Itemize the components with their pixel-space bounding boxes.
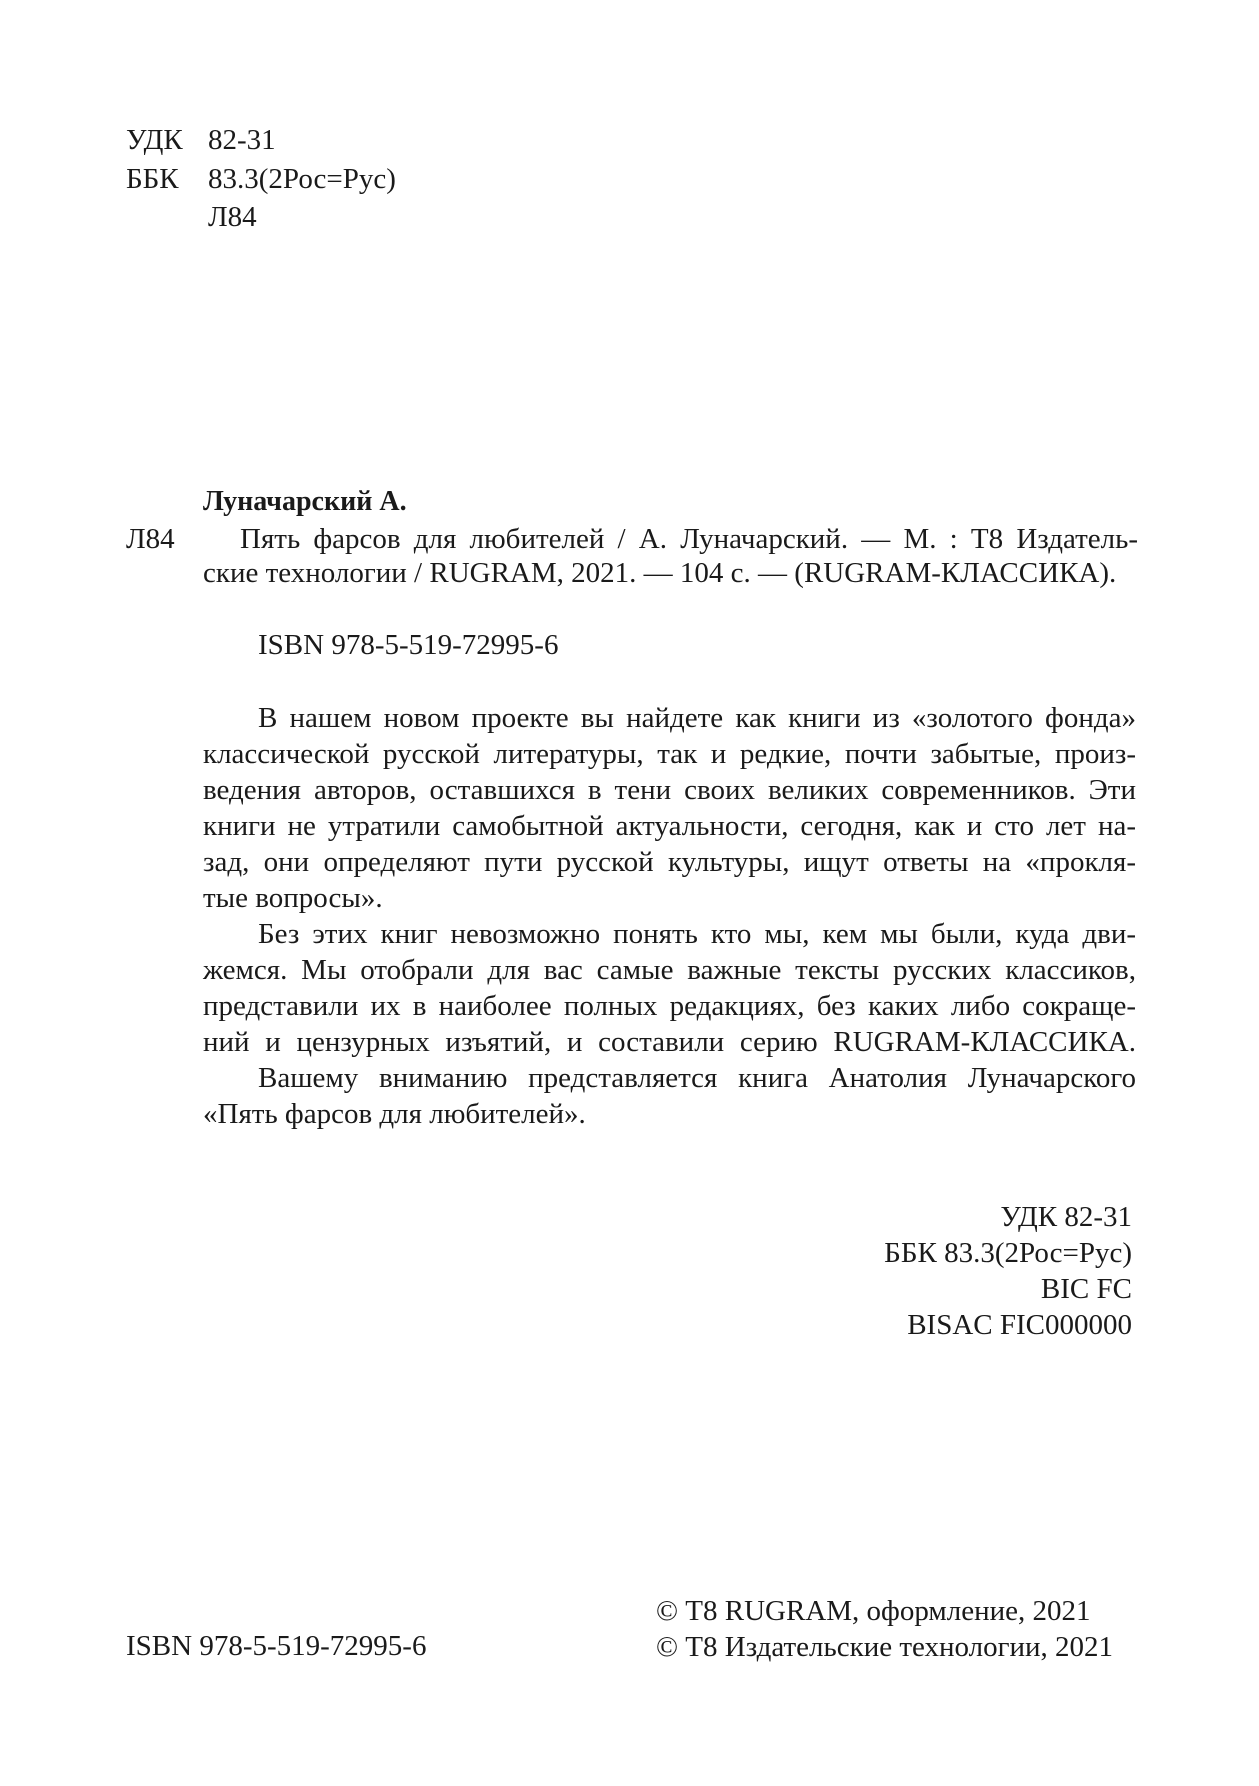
author-mark: Л84 (208, 201, 257, 233)
bisac-code: BISAC FIC000000 (907, 1309, 1132, 1341)
text-line: Вашему вниманию представляется книга Анатолия Луначарского (258, 1062, 1136, 1094)
annotation-paragraph-3 (203, 1060, 1136, 1096)
bibliographic-description (203, 522, 1138, 590)
text-line: книги не утратили самобытной актуальности, сегодня, как и сто лет на- (203, 810, 1136, 842)
text-line: В нашем новом проекте вы найдете как книги из «золотого фонда» (258, 702, 1136, 734)
bibliographic-line-2: ские технологии / RUGRAM, 2021. — 104 с. — (RUGRAM-КЛАССИКА). (203, 557, 1117, 589)
annotation-continued-1 (203, 736, 1136, 916)
copyright-design: © Т8 RUGRAM, оформление, 2021 (656, 1595, 1091, 1627)
text-line: Без этих книг невозможно понять кто мы, кем мы были, куда дви- (258, 918, 1136, 950)
text-line: ведения авторов, оставшихся в тени своих великих современников. Эти (203, 774, 1136, 806)
bibliographic-author-mark: Л84 (126, 523, 175, 555)
author-heading: Луначарский А. (203, 486, 407, 517)
bbk-code: ББК 83.3(2Рос=Рус) (884, 1237, 1132, 1269)
text-line: «Пять фарсов для любителей». (203, 1098, 586, 1130)
udk-label: УДК (126, 124, 183, 156)
copyright-publisher: © Т8 Издательские технологии, 2021 (656, 1631, 1114, 1663)
annotation (203, 700, 1136, 736)
annotation-paragraph-2 (203, 916, 1136, 952)
annotation-continued-2 (203, 952, 1136, 1060)
udk-value: 82-31 (208, 124, 276, 156)
classification-codes (884, 1199, 1132, 1343)
isbn-footer: ISBN 978-5-519-72995-6 (126, 1630, 427, 1662)
bbk-label: ББК (126, 163, 179, 195)
text-line: тые вопросы». (203, 882, 383, 914)
text-line: жемся. Мы отобрали для вас самые важные тексты русских классиков, (203, 954, 1136, 986)
paragraph-first-line (203, 1060, 1136, 1096)
copyright-block (656, 1593, 1113, 1665)
annotation-paragraph-1 (203, 700, 1136, 736)
text-line: ний и цензурных изъятий, и составили серию RUGRAM-КЛАССИКА. (203, 1026, 1136, 1058)
text-line: зад, они определяют пути русской культуры, ищут ответы на «прокля- (203, 846, 1136, 878)
udk-code: УДК 82-31 (1000, 1201, 1132, 1233)
bibliographic-line-1: Пять фарсов для любителей / А. Луначарский. — М. : Т8 Издатель- (240, 523, 1138, 555)
text-line: представили их в наиболее полных редакциях, без каких либо сокраще- (203, 990, 1136, 1022)
bbk-value: 83.3(2Рос=Рус) (208, 163, 396, 195)
isbn-inline: ISBN 978-5-519-72995-6 (258, 629, 559, 661)
annotation-continued-3 (203, 1096, 1136, 1132)
text-line: классической русской литературы, так и редкие, почти забытые, произ- (203, 738, 1136, 770)
bic-code: BIC FC (1040, 1273, 1132, 1305)
paragraph-first-line (203, 916, 1136, 952)
